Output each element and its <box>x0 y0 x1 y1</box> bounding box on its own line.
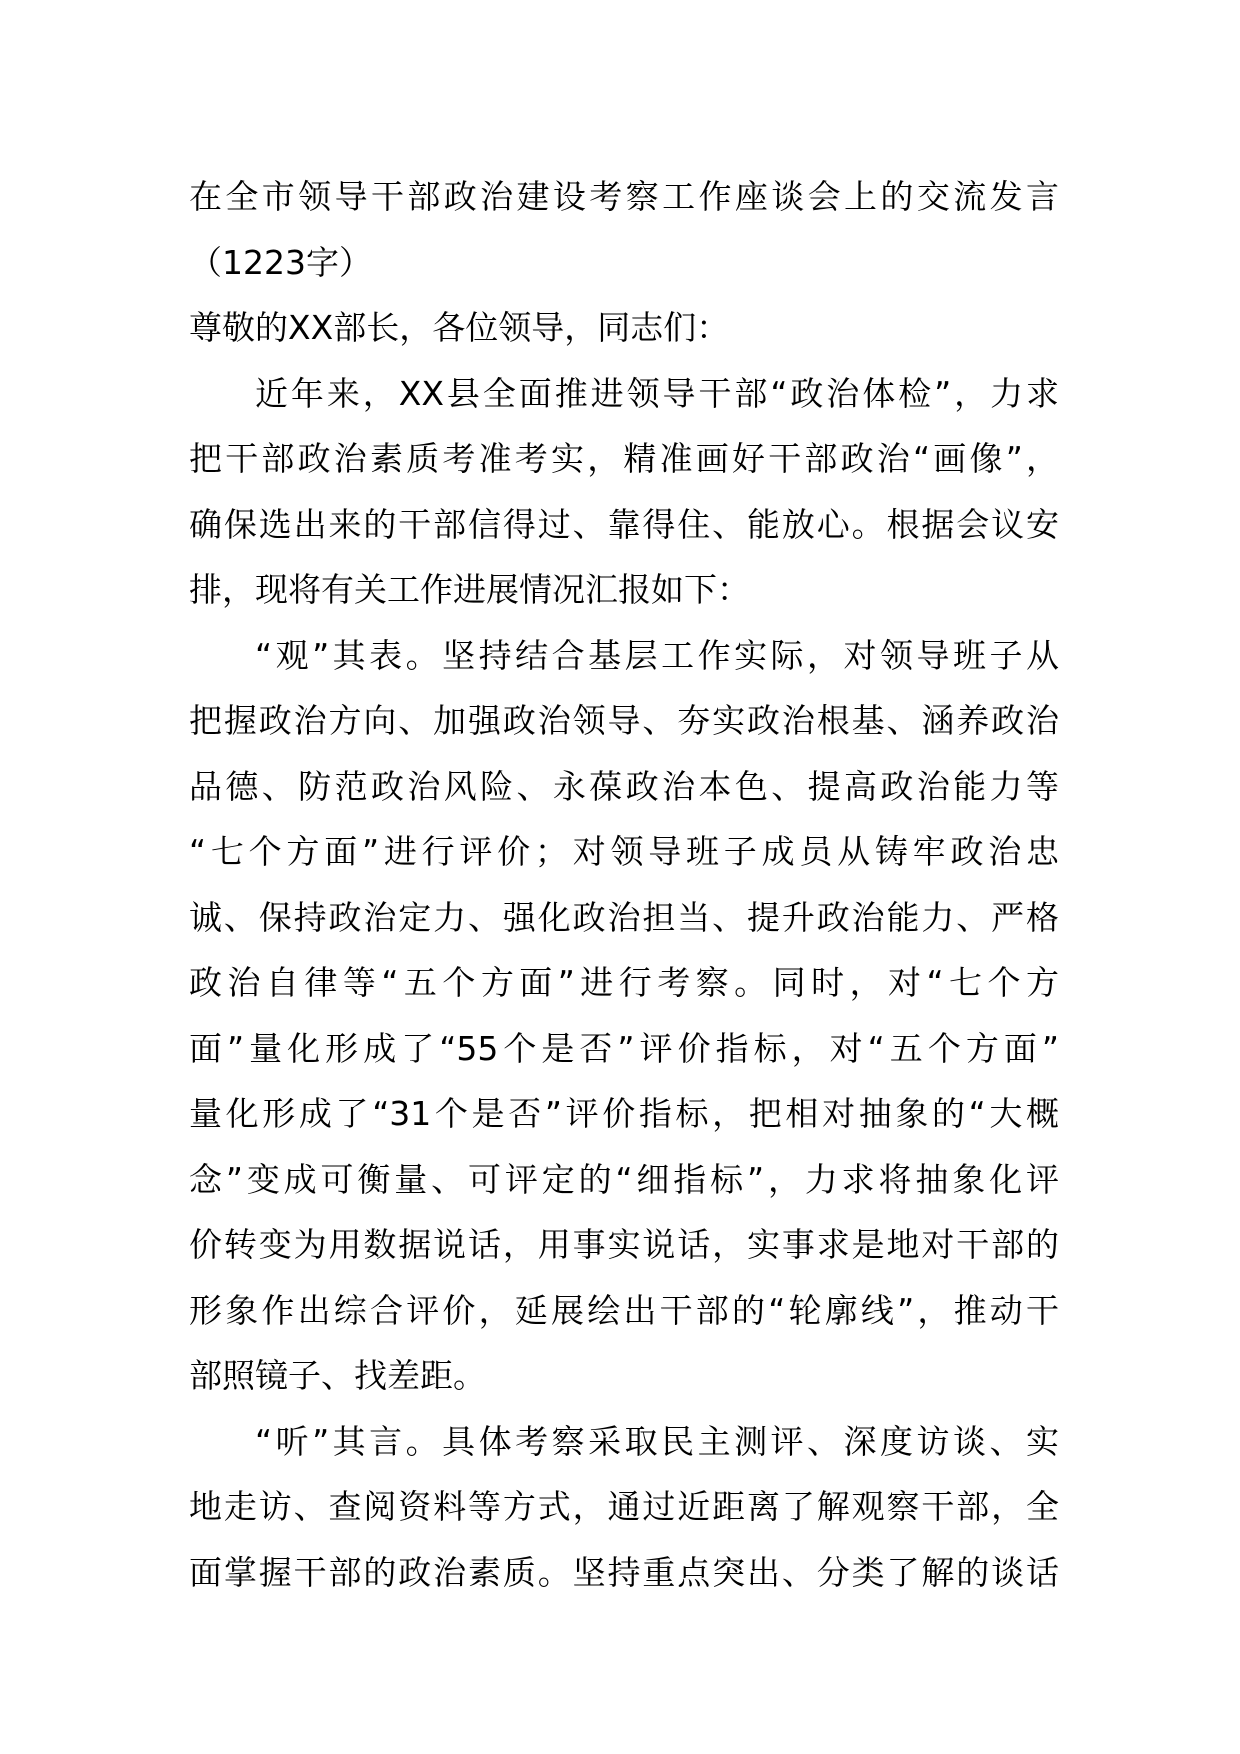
paragraph <box>189 623 1059 1409</box>
paragraph-line: 部照镜子、找差距。 <box>189 1356 486 1395</box>
salutation: 尊敬的XX部长，各位领导，同志们： <box>189 308 730 347</box>
paragraphs <box>189 361 1059 1606</box>
paragraph-line: 把干部政治素质考准考实，精准画好干部政治“画像”， <box>189 439 1059 478</box>
paragraph-line: 近年来，XX县全面推进领导干部“政治体检”，力求 <box>255 373 1059 413</box>
paragraph-line: “观”其表。坚持结合基层工作实际，对领导班子从 <box>255 635 1059 675</box>
paragraph <box>189 1409 1059 1606</box>
paragraph-line: 形象作出综合评价，延展绘出干部的“轮廓线”，推动干 <box>189 1290 1059 1330</box>
paragraph-line: 品德、防范政治风险、永葆政治本色、提高政治能力等 <box>189 766 1059 806</box>
paragraph-line: 诚、保持政治定力、强化政治担当、提升政治能力、严格 <box>189 897 1059 937</box>
document-body <box>189 164 1059 1605</box>
paragraph-line: “听”其言。具体考察采取民主测评、深度访谈、实 <box>255 1421 1059 1461</box>
paragraph <box>189 361 1059 623</box>
word-count: （1223字） <box>189 242 372 282</box>
paragraph-line: 面”量化形成了“55个是否”评价指标，对“五个方面” <box>189 1028 1059 1068</box>
paragraph-line: 面掌握干部的政治素质。坚持重点突出、分类了解的谈话 <box>189 1552 1059 1592</box>
paragraph-line: 价转变为用数据说话，用事实说话，实事求是地对干部的 <box>189 1225 1059 1264</box>
paragraph-line: “七个方面”进行评价；对领导班子成员从铸牢政治忠 <box>189 832 1059 871</box>
paragraph-line: 排，现将有关工作进展情况汇报如下： <box>189 570 750 609</box>
paragraph-line: 念”变成可衡量、可评定的“细指标”，力求将抽象化评 <box>189 1159 1059 1199</box>
paragraph-line: 地走访、查阅资料等方式，通过近距离了解观察干部，全 <box>189 1487 1059 1526</box>
paragraph-line: 量化形成了“31个是否”评价指标，把相对抽象的“大概 <box>189 1094 1059 1133</box>
document-title: 在全市领导干部政治建设考察工作座谈会上的交流发言 <box>189 177 1059 216</box>
paragraph-line: 把握政治方向、加强政治领导、夯实政治根基、涵养政治 <box>189 701 1059 740</box>
paragraph-line: 政治自律等“五个方面”进行考察。同时，对“七个方 <box>189 963 1059 1002</box>
paragraph-line: 确保选出来的干部信得过、靠得住、能放心。根据会议安 <box>189 504 1059 544</box>
